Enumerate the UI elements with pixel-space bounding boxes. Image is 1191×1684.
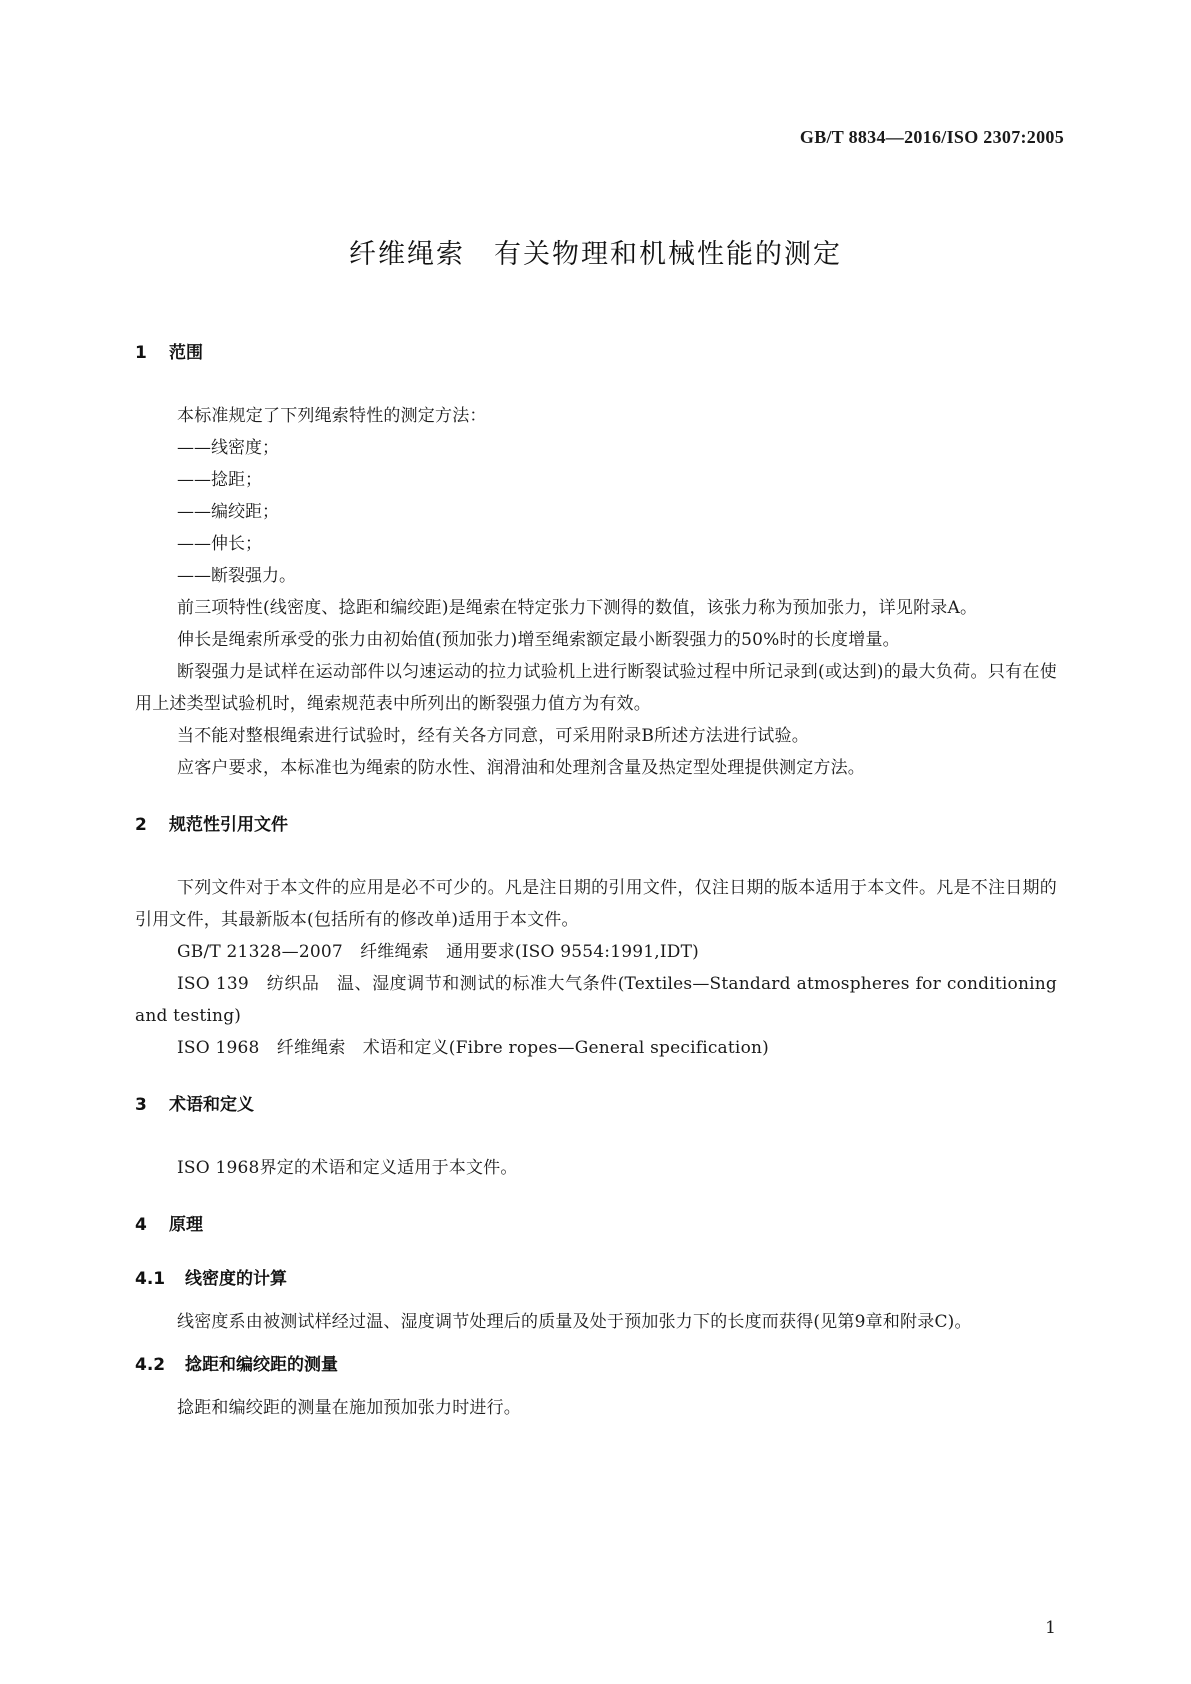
section-title: 规范性引用文件 bbox=[169, 815, 288, 835]
section-title: 范围 bbox=[169, 343, 203, 363]
reference-item: GB/T 21328—2007 纤维绳索 通用要求(ISO 9554:1991,IDT) bbox=[177, 942, 699, 962]
paragraph: 下列文件对于本文件的应用是必不可少的。凡是注日期的引用文件，仅注日期的版本适用于本文件。凡是不注日期的引用文件，其最新版本(包括所有的修改单)适用于本文件。 bbox=[135, 878, 1057, 930]
list-item: ——断裂强力。 bbox=[177, 566, 296, 586]
section-2-heading bbox=[135, 812, 1057, 838]
subsection-title: 捻距和编绞距的测量 bbox=[185, 1355, 338, 1375]
section-3-heading bbox=[135, 1092, 1057, 1118]
list-item: ——捻距； bbox=[177, 470, 262, 490]
subsection-number: 4.1 bbox=[135, 1269, 166, 1289]
section-number: 1 bbox=[135, 343, 147, 363]
section-number: 4 bbox=[135, 1215, 147, 1235]
paragraph: 本标准规定了下列绳索特性的测定方法： bbox=[177, 406, 487, 426]
paragraph: 应客户要求，本标准也为绳索的防水性、润滑油和处理剂含量及热定型处理提供测定方法。 bbox=[177, 758, 865, 778]
subsection-number: 4.2 bbox=[135, 1355, 166, 1375]
paragraph: 伸长是绳索所承受的张力由初始值(预加张力)增至绳索额定最小断裂强力的50%时的长度增量。 bbox=[177, 630, 900, 650]
paragraph: 线密度系由被测试样经过温、湿度调节处理后的质量及处于预加张力下的长度而获得(见第9章和附录C)。 bbox=[177, 1312, 972, 1332]
list-item: ——编绞距； bbox=[177, 502, 279, 522]
paragraph: 断裂强力是试样在运动部件以匀速运动的拉力试验机上进行断裂试验过程中所记录到(或达到)的最大负荷。只有在使用上述类型试验机时，绳索规范表中所列出的断裂强力值方为有效。 bbox=[135, 662, 1057, 714]
paragraph: 捻距和编绞距的测量在施加预加张力时进行。 bbox=[177, 1398, 521, 1418]
subsection-4-1-heading bbox=[135, 1266, 1057, 1292]
document-title: 纤维绳索 有关物理和机械性能的测定 bbox=[349, 239, 842, 270]
standard-code: GB/T 8834—2016/ISO 2307:2005 bbox=[799, 127, 1064, 147]
section-title: 原理 bbox=[169, 1215, 203, 1235]
document-body bbox=[135, 340, 1057, 1424]
paragraph: 当不能对整根绳索进行试验时，经有关各方同意，可采用附录B所述方法进行试验。 bbox=[177, 726, 809, 746]
section-4-heading bbox=[135, 1212, 1057, 1238]
section-title: 术语和定义 bbox=[169, 1095, 254, 1115]
section-number: 2 bbox=[135, 815, 147, 835]
section-1-heading bbox=[135, 340, 1057, 366]
list-item: ——线密度； bbox=[177, 438, 279, 458]
reference-item: ISO 139 纺织品 温、湿度调节和测试的标准大气条件(Textiles—Standard atmospheres for conditioning and testing) bbox=[135, 974, 1057, 1026]
paragraph: 前三项特性(线密度、捻距和编绞距)是绳索在特定张力下测得的数值，该张力称为预加张力，详见附录A。 bbox=[177, 598, 978, 618]
subsection-title: 线密度的计算 bbox=[185, 1269, 287, 1289]
list-item: ——伸长； bbox=[177, 534, 262, 554]
reference-item: ISO 1968 纤维绳索 术语和定义(Fibre ropes—General specification) bbox=[177, 1038, 769, 1058]
paragraph: ISO 1968界定的术语和定义适用于本文件。 bbox=[177, 1158, 518, 1178]
page-number: 1 bbox=[1045, 1618, 1056, 1638]
section-number: 3 bbox=[135, 1095, 147, 1115]
subsection-4-2-heading bbox=[135, 1352, 1057, 1378]
